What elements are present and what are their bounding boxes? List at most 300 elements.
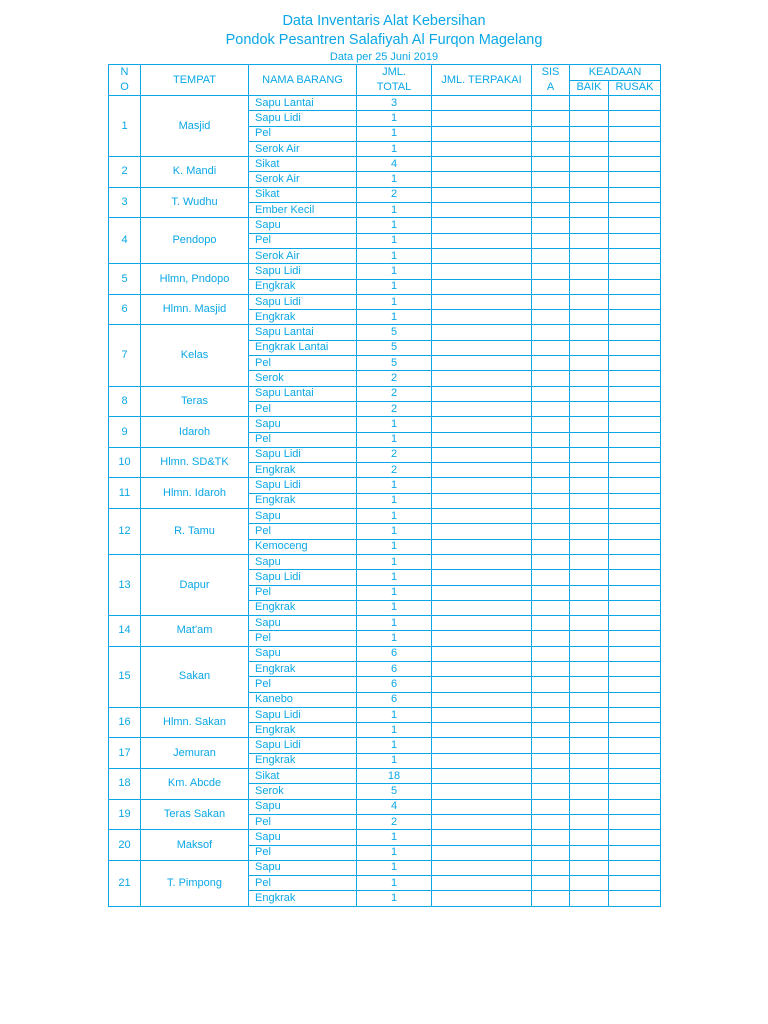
table-row: [109, 96, 661, 111]
cell-nama-barang: Sapu Lidi: [249, 264, 357, 279]
cell-no: 9: [109, 417, 141, 448]
cell-no: 15: [109, 646, 141, 707]
cell-sisa: [532, 172, 570, 187]
cell-sisa: [532, 876, 570, 891]
cell-sisa: [532, 463, 570, 478]
cell-jml-total: 1: [357, 493, 432, 508]
cell-no: 14: [109, 616, 141, 647]
cell-jml-total: 1: [357, 570, 432, 585]
cell-nama-barang: Serok Air: [249, 172, 357, 187]
cell-jml-total: 1: [357, 723, 432, 738]
cell-jml-total: 1: [357, 860, 432, 875]
cell-rusak: [609, 585, 661, 600]
cell-rusak: [609, 631, 661, 646]
cell-jml-total: 2: [357, 371, 432, 386]
cell-sisa: [532, 279, 570, 294]
cell-nama-barang: Ember Kecil: [249, 203, 357, 218]
cell-jml-total: 1: [357, 753, 432, 768]
cell-jml-total: 6: [357, 661, 432, 676]
cell-sisa: [532, 294, 570, 309]
cell-jml-total: 1: [357, 585, 432, 600]
cell-nama-barang: Pel: [249, 845, 357, 860]
cell-no: 20: [109, 830, 141, 861]
cell-nama-barang: Sapu: [249, 646, 357, 661]
cell-baik: [570, 386, 609, 401]
cell-jml-terpakai: [432, 187, 532, 202]
cell-baik: [570, 753, 609, 768]
cell-jml-terpakai: [432, 723, 532, 738]
table-row: [109, 478, 661, 493]
cell-rusak: [609, 126, 661, 141]
table-row: [109, 447, 661, 462]
cell-no: 11: [109, 478, 141, 509]
cell-jml-terpakai: [432, 677, 532, 692]
header-baik: BAIK: [570, 80, 609, 96]
cell-sisa: [532, 661, 570, 676]
cell-nama-barang: Engkrak: [249, 600, 357, 615]
cell-sisa: [532, 860, 570, 875]
cell-sisa: [532, 707, 570, 722]
cell-no: 6: [109, 294, 141, 325]
cell-jml-terpakai: [432, 401, 532, 416]
cell-jml-terpakai: [432, 524, 532, 539]
cell-baik: [570, 141, 609, 156]
cell-sisa: [532, 187, 570, 202]
cell-sisa: [532, 432, 570, 447]
cell-rusak: [609, 401, 661, 416]
cell-no: 21: [109, 860, 141, 906]
cell-nama-barang: Engkrak: [249, 753, 357, 768]
cell-rusak: [609, 738, 661, 753]
cell-nama-barang: Pel: [249, 585, 357, 600]
cell-jml-terpakai: [432, 814, 532, 829]
cell-rusak: [609, 248, 661, 263]
cell-baik: [570, 707, 609, 722]
cell-nama-barang: Sapu: [249, 218, 357, 233]
cell-no: 17: [109, 738, 141, 769]
cell-jml-total: 5: [357, 784, 432, 799]
cell-sisa: [532, 371, 570, 386]
cell-no: 3: [109, 187, 141, 218]
cell-baik: [570, 279, 609, 294]
cell-rusak: [609, 157, 661, 172]
cell-tempat: Hlmn. SD&TK: [141, 447, 249, 478]
cell-jml-terpakai: [432, 294, 532, 309]
cell-jml-total: 1: [357, 524, 432, 539]
cell-jml-terpakai: [432, 340, 532, 355]
cell-tempat: Sakan: [141, 646, 249, 707]
cell-jml-total: 1: [357, 417, 432, 432]
cell-sisa: [532, 585, 570, 600]
cell-nama-barang: Sapu Lantai: [249, 325, 357, 340]
cell-tempat: Teras: [141, 386, 249, 417]
cell-jml-terpakai: [432, 769, 532, 784]
cell-jml-total: 1: [357, 600, 432, 615]
cell-nama-barang: Kemoceng: [249, 539, 357, 554]
cell-baik: [570, 860, 609, 875]
cell-nama-barang: Sapu: [249, 830, 357, 845]
cell-baik: [570, 417, 609, 432]
header-no-line1: N: [120, 66, 129, 78]
header-rusak: RUSAK: [609, 80, 661, 96]
cell-no: 19: [109, 799, 141, 830]
document-date: Data per 25 Juni 2019: [329, 51, 439, 63]
cell-jml-terpakai: [432, 799, 532, 814]
cell-rusak: [609, 432, 661, 447]
cell-rusak: [609, 356, 661, 371]
cell-baik: [570, 126, 609, 141]
cell-nama-barang: Sapu Lidi: [249, 738, 357, 753]
cell-jml-total: 1: [357, 616, 432, 631]
cell-jml-total: 1: [357, 539, 432, 554]
cell-nama-barang: Pel: [249, 432, 357, 447]
cell-jml-total: 1: [357, 126, 432, 141]
cell-rusak: [609, 371, 661, 386]
cell-rusak: [609, 554, 661, 569]
header-jml-total-line1: JML.: [382, 66, 406, 78]
cell-jml-terpakai: [432, 738, 532, 753]
cell-jml-terpakai: [432, 554, 532, 569]
cell-jml-total: 18: [357, 769, 432, 784]
cell-jml-total: 1: [357, 707, 432, 722]
cell-jml-terpakai: [432, 96, 532, 111]
cell-nama-barang: Sapu Lidi: [249, 478, 357, 493]
cell-jml-terpakai: [432, 447, 532, 462]
cell-jml-terpakai: [432, 631, 532, 646]
cell-jml-terpakai: [432, 692, 532, 707]
cell-jml-total: 2: [357, 814, 432, 829]
cell-rusak: [609, 96, 661, 111]
cell-sisa: [532, 814, 570, 829]
cell-baik: [570, 631, 609, 646]
cell-jml-terpakai: [432, 386, 532, 401]
table-row: [109, 646, 661, 661]
cell-tempat: Hlmn, Pndopo: [141, 264, 249, 295]
cell-nama-barang: Sapu: [249, 554, 357, 569]
cell-jml-total: 1: [357, 218, 432, 233]
cell-jml-terpakai: [432, 310, 532, 325]
cell-jml-total: 5: [357, 325, 432, 340]
cell-rusak: [609, 218, 661, 233]
cell-nama-barang: Engkrak Lantai: [249, 340, 357, 355]
cell-jml-terpakai: [432, 233, 532, 248]
table-row: [109, 157, 661, 172]
cell-jml-total: 1: [357, 478, 432, 493]
cell-rusak: [609, 677, 661, 692]
cell-baik: [570, 554, 609, 569]
cell-jml-total: 1: [357, 845, 432, 860]
cell-baik: [570, 264, 609, 279]
cell-nama-barang: Engkrak: [249, 279, 357, 294]
cell-no: 8: [109, 386, 141, 417]
cell-baik: [570, 769, 609, 784]
cell-jml-total: 1: [357, 876, 432, 891]
cell-sisa: [532, 769, 570, 784]
cell-baik: [570, 524, 609, 539]
cell-nama-barang: Pel: [249, 356, 357, 371]
cell-jml-terpakai: [432, 141, 532, 156]
cell-no: 1: [109, 96, 141, 157]
cell-nama-barang: Serok Air: [249, 248, 357, 263]
cell-no: 5: [109, 264, 141, 295]
cell-nama-barang: Sapu: [249, 417, 357, 432]
cell-nama-barang: Sapu Lidi: [249, 570, 357, 585]
cell-baik: [570, 401, 609, 416]
cell-baik: [570, 845, 609, 860]
cell-jml-terpakai: [432, 646, 532, 661]
cell-sisa: [532, 356, 570, 371]
cell-baik: [570, 585, 609, 600]
cell-jml-total: 6: [357, 677, 432, 692]
cell-rusak: [609, 723, 661, 738]
cell-jml-total: 1: [357, 233, 432, 248]
cell-tempat: Hlmn. Idaroh: [141, 478, 249, 509]
cell-nama-barang: Serok: [249, 371, 357, 386]
cell-jml-total: 1: [357, 509, 432, 524]
header-jml-total: [357, 65, 432, 96]
cell-jml-terpakai: [432, 891, 532, 906]
cell-nama-barang: Sapu: [249, 799, 357, 814]
cell-rusak: [609, 172, 661, 187]
cell-jml-total: 1: [357, 891, 432, 906]
cell-jml-terpakai: [432, 600, 532, 615]
cell-jml-terpakai: [432, 493, 532, 508]
cell-nama-barang: Pel: [249, 401, 357, 416]
cell-baik: [570, 661, 609, 676]
table-row: [109, 187, 661, 202]
cell-sisa: [532, 203, 570, 218]
cell-rusak: [609, 447, 661, 462]
cell-rusak: [609, 386, 661, 401]
cell-rusak: [609, 784, 661, 799]
cell-nama-barang: Sapu: [249, 509, 357, 524]
header-nama-barang: NAMA BARANG: [249, 65, 357, 96]
cell-nama-barang: Pel: [249, 876, 357, 891]
cell-nama-barang: Sapu Lidi: [249, 294, 357, 309]
cell-sisa: [532, 539, 570, 554]
document-subtitle: Pondok Pesantren Salafiyah Al Furqon Magelang: [225, 32, 543, 48]
header-jml-total-line2: TOTAL: [376, 81, 412, 93]
cell-rusak: [609, 814, 661, 829]
cell-tempat: Kelas: [141, 325, 249, 386]
table-row: [109, 707, 661, 722]
cell-rusak: [609, 753, 661, 768]
cell-nama-barang: Pel: [249, 524, 357, 539]
cell-jml-terpakai: [432, 845, 532, 860]
cell-jml-terpakai: [432, 830, 532, 845]
cell-baik: [570, 723, 609, 738]
cell-jml-total: 1: [357, 294, 432, 309]
table-row: [109, 799, 661, 814]
cell-nama-barang: Sapu Lidi: [249, 111, 357, 126]
cell-jml-total: 1: [357, 141, 432, 156]
header-sisa: [532, 65, 570, 96]
cell-rusak: [609, 692, 661, 707]
cell-jml-total: 1: [357, 203, 432, 218]
cell-tempat: Pendopo: [141, 218, 249, 264]
cell-sisa: [532, 799, 570, 814]
cell-rusak: [609, 325, 661, 340]
cell-baik: [570, 814, 609, 829]
cell-no: 13: [109, 554, 141, 615]
cell-tempat: Hlmn. Sakan: [141, 707, 249, 738]
table-row: [109, 509, 661, 524]
cell-rusak: [609, 310, 661, 325]
cell-nama-barang: Sapu Lidi: [249, 707, 357, 722]
cell-jml-total: 6: [357, 646, 432, 661]
cell-rusak: [609, 769, 661, 784]
inventory-table: [108, 64, 661, 907]
cell-sisa: [532, 340, 570, 355]
cell-sisa: [532, 417, 570, 432]
cell-jml-terpakai: [432, 157, 532, 172]
cell-nama-barang: Sapu Lantai: [249, 386, 357, 401]
cell-sisa: [532, 554, 570, 569]
header-no: [109, 65, 141, 96]
header-sisa-line2: A: [546, 81, 555, 93]
cell-rusak: [609, 111, 661, 126]
cell-nama-barang: Kanebo: [249, 692, 357, 707]
cell-no: 10: [109, 447, 141, 478]
cell-sisa: [532, 447, 570, 462]
cell-no: 18: [109, 769, 141, 800]
cell-sisa: [532, 631, 570, 646]
cell-baik: [570, 203, 609, 218]
cell-jml-terpakai: [432, 707, 532, 722]
cell-sisa: [532, 524, 570, 539]
table-row: [109, 738, 661, 753]
cell-sisa: [532, 616, 570, 631]
cell-jml-total: 1: [357, 279, 432, 294]
cell-jml-terpakai: [432, 356, 532, 371]
cell-tempat: Masjid: [141, 96, 249, 157]
cell-no: 12: [109, 509, 141, 555]
cell-tempat: T. Wudhu: [141, 187, 249, 218]
cell-jml-total: 4: [357, 799, 432, 814]
cell-sisa: [532, 386, 570, 401]
cell-jml-terpakai: [432, 478, 532, 493]
cell-jml-terpakai: [432, 616, 532, 631]
cell-jml-total: 1: [357, 432, 432, 447]
cell-jml-terpakai: [432, 661, 532, 676]
cell-nama-barang: Sapu Lidi: [249, 447, 357, 462]
cell-rusak: [609, 891, 661, 906]
cell-sisa: [532, 233, 570, 248]
cell-rusak: [609, 203, 661, 218]
table-row: [109, 218, 661, 233]
cell-jml-terpakai: [432, 432, 532, 447]
cell-rusak: [609, 799, 661, 814]
cell-rusak: [609, 524, 661, 539]
cell-baik: [570, 447, 609, 462]
cell-jml-terpakai: [432, 570, 532, 585]
cell-sisa: [532, 738, 570, 753]
cell-baik: [570, 600, 609, 615]
cell-jml-total: 1: [357, 111, 432, 126]
cell-jml-total: 1: [357, 172, 432, 187]
cell-jml-terpakai: [432, 264, 532, 279]
cell-tempat: K. Mandi: [141, 157, 249, 188]
header-no-line2: O: [120, 81, 129, 93]
table-row: [109, 294, 661, 309]
cell-tempat: T. Pimpong: [141, 860, 249, 906]
cell-jml-total: 6: [357, 692, 432, 707]
cell-rusak: [609, 860, 661, 875]
cell-rusak: [609, 876, 661, 891]
cell-sisa: [532, 891, 570, 906]
cell-sisa: [532, 600, 570, 615]
cell-jml-terpakai: [432, 325, 532, 340]
cell-nama-barang: Sapu Lantai: [249, 96, 357, 111]
cell-nama-barang: Pel: [249, 814, 357, 829]
cell-rusak: [609, 600, 661, 615]
cell-rusak: [609, 707, 661, 722]
cell-baik: [570, 187, 609, 202]
cell-sisa: [532, 325, 570, 340]
table-row: [109, 769, 661, 784]
cell-sisa: [532, 218, 570, 233]
cell-jml-terpakai: [432, 172, 532, 187]
cell-sisa: [532, 478, 570, 493]
cell-rusak: [609, 417, 661, 432]
cell-nama-barang: Pel: [249, 126, 357, 141]
cell-baik: [570, 616, 609, 631]
cell-jml-total: 2: [357, 401, 432, 416]
cell-rusak: [609, 616, 661, 631]
cell-nama-barang: Sapu: [249, 616, 357, 631]
cell-baik: [570, 111, 609, 126]
cell-jml-terpakai: [432, 876, 532, 891]
cell-baik: [570, 738, 609, 753]
cell-nama-barang: Sikat: [249, 157, 357, 172]
cell-baik: [570, 356, 609, 371]
cell-rusak: [609, 233, 661, 248]
cell-sisa: [532, 692, 570, 707]
cell-baik: [570, 218, 609, 233]
cell-jml-total: 2: [357, 386, 432, 401]
cell-sisa: [532, 310, 570, 325]
cell-baik: [570, 570, 609, 585]
cell-jml-terpakai: [432, 509, 532, 524]
cell-baik: [570, 233, 609, 248]
cell-baik: [570, 325, 609, 340]
cell-jml-terpakai: [432, 539, 532, 554]
cell-nama-barang: Sikat: [249, 187, 357, 202]
cell-sisa: [532, 157, 570, 172]
cell-rusak: [609, 493, 661, 508]
cell-sisa: [532, 723, 570, 738]
cell-sisa: [532, 509, 570, 524]
table-row: [109, 616, 661, 631]
cell-tempat: Hlmn. Masjid: [141, 294, 249, 325]
cell-baik: [570, 294, 609, 309]
cell-rusak: [609, 294, 661, 309]
header-tempat: TEMPAT: [141, 65, 249, 96]
cell-jml-terpakai: [432, 371, 532, 386]
cell-nama-barang: Engkrak: [249, 891, 357, 906]
cell-jml-terpakai: [432, 218, 532, 233]
table-body: [109, 96, 661, 907]
cell-no: 7: [109, 325, 141, 386]
cell-baik: [570, 96, 609, 111]
cell-rusak: [609, 187, 661, 202]
cell-nama-barang: Engkrak: [249, 661, 357, 676]
cell-baik: [570, 830, 609, 845]
cell-baik: [570, 248, 609, 263]
cell-rusak: [609, 264, 661, 279]
header-sisa-line1: SIS: [541, 66, 560, 78]
cell-baik: [570, 891, 609, 906]
